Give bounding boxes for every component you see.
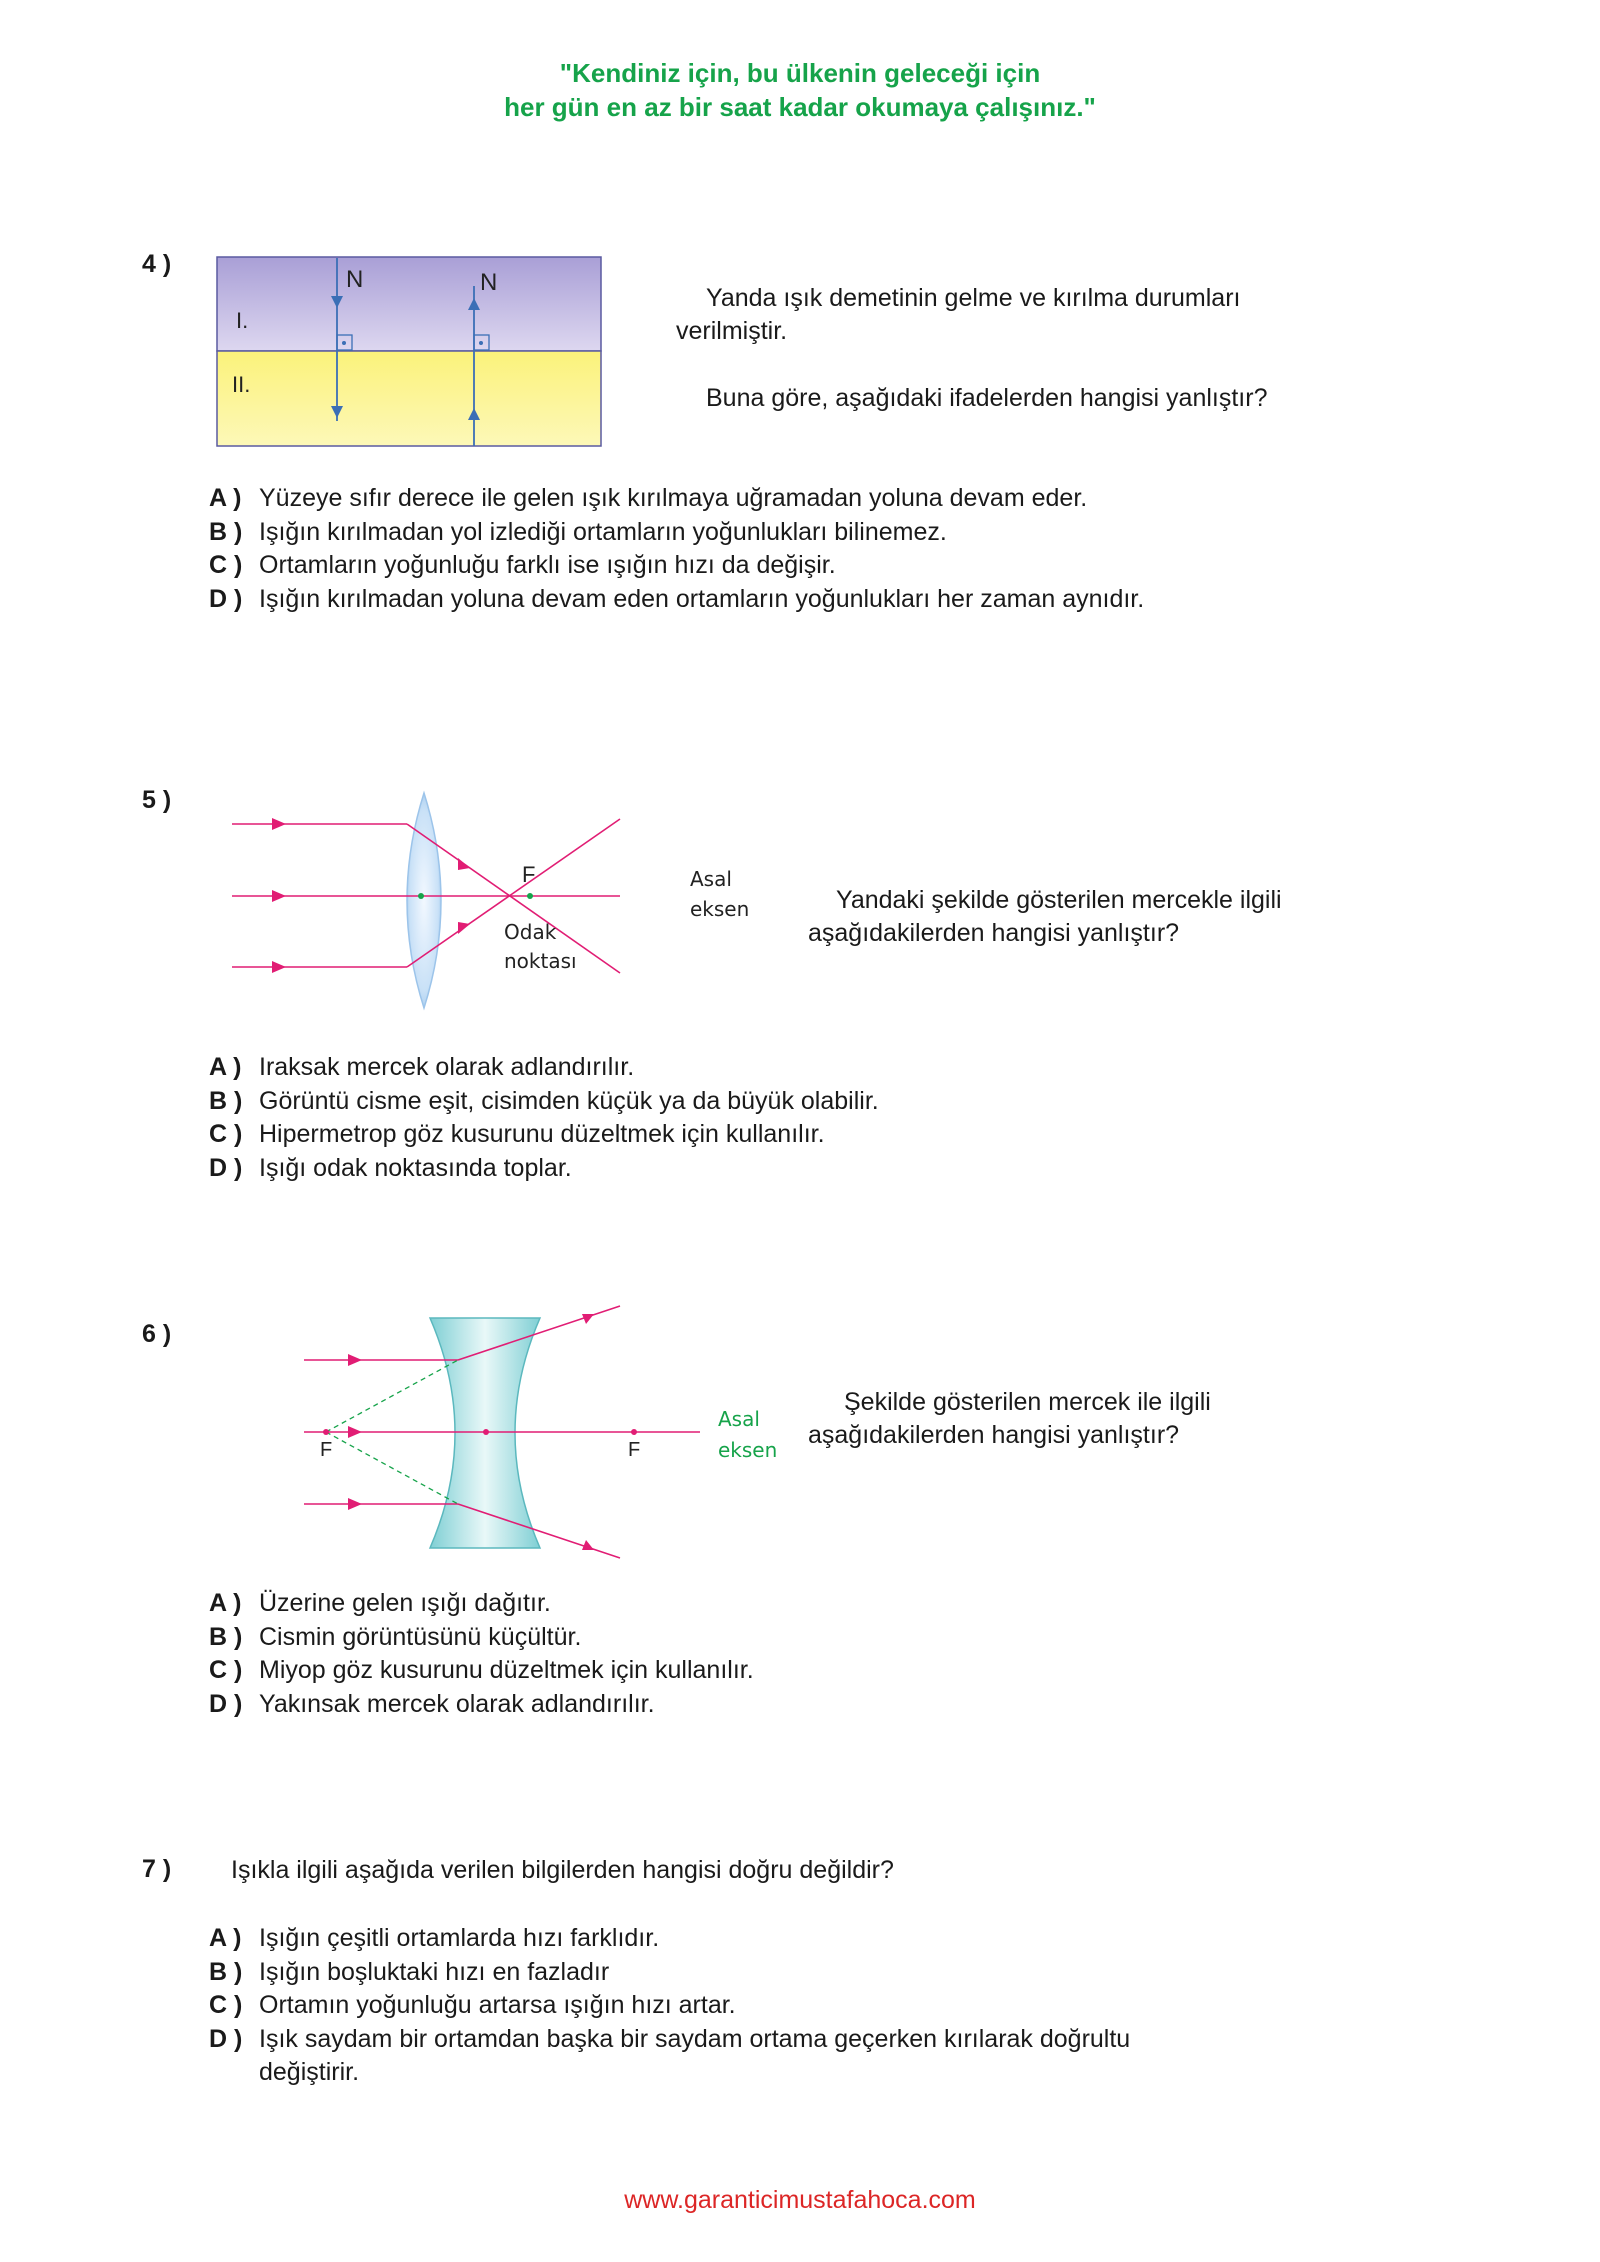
axis-label-2: eksen: [690, 897, 750, 921]
option-c[interactable]: C ) Ortamın yoğunluğu artarsa ışığın hızı artar.: [209, 1991, 736, 2019]
focus-description-1: Odak: [504, 920, 557, 944]
option-c[interactable]: C ) Miyop göz kusurunu düzeltmek için kullanılır.: [209, 1656, 754, 1684]
question-6-stem-line-2: aşağıdakilerden hangisi yanlıştır?: [808, 1421, 1180, 1449]
question-5-stem-line-1: Yandaki şekilde gösterilen mercekle ilgili: [836, 886, 1282, 914]
motto-line-1: "Kendiniz için, bu ülkenin geleceği için: [559, 58, 1041, 88]
option-d-continuation: değiştirir.: [259, 2058, 360, 2086]
option-a[interactable]: A ) Üzerine gelen ışığı dağıtır.: [209, 1589, 551, 1617]
question-5-stem-line-2: aşağıdakilerden hangisi yanlıştır?: [808, 919, 1180, 947]
refraction-figure: [216, 256, 602, 448]
focal-point-left: [323, 1429, 329, 1435]
focus-label: F: [522, 862, 536, 887]
question-6-options: [209, 1587, 754, 1721]
question-5-options: [209, 1051, 879, 1185]
concave-lens-figure: [290, 1298, 810, 1568]
medium-2-region: [217, 351, 601, 446]
footer-url[interactable]: www.garanticimustafahoca.com: [624, 2186, 976, 2214]
axis-label-1: Asal: [718, 1407, 760, 1431]
axis-label-1: Asal: [690, 867, 732, 891]
option-d[interactable]: D ) Işık saydam bir ortamdan başka bir saydam ortama geçerken kırılarak doğrultu: [209, 2024, 1131, 2053]
motto-line-2: her gün en az bir saat kadar okumaya çalışınız.": [504, 92, 1096, 122]
option-b[interactable]: B ) Görüntü cisme eşit, cisimden küçük ya da büyük olabilir.: [209, 1086, 879, 1115]
question-4-stem-line-2: verilmiştir.: [676, 317, 788, 345]
option-c[interactable]: C ) Ortamların yoğunluğu farklı ise ışığın hızı da değişir.: [209, 551, 836, 579]
axis-label-2: eksen: [718, 1438, 778, 1462]
focus-left-label: F: [320, 1439, 333, 1461]
option-c[interactable]: C ) Hipermetrop göz kusurunu düzeltmek için kullanılır.: [209, 1120, 825, 1148]
medium-2-label: II.: [232, 372, 251, 397]
option-d[interactable]: D ) Işığın kırılmadan yoluna devam eden ortamların yoğunlukları her zaman aynıdır.: [209, 584, 1145, 613]
question-7-number: 7 ): [142, 1855, 172, 1883]
option-d[interactable]: D ) Yakınsak mercek olarak adlandırılır.: [209, 1689, 655, 1718]
focal-point: [527, 893, 533, 899]
question-6-stem-line-1: Şekilde gösterilen mercek ile ilgili: [844, 1388, 1211, 1416]
option-a[interactable]: A ) Yüzeye sıfır derece ile gelen ışık kırılmaya uğramadan yoluna devam eder.: [209, 484, 1088, 512]
question-4-options: [209, 482, 1144, 616]
question-7-options: [209, 1922, 1130, 2090]
convex-lens-figure: [220, 786, 780, 1016]
option-a[interactable]: A ) Iraksak mercek olarak adlandırılır.: [209, 1053, 635, 1081]
normal-label-left: N: [346, 266, 364, 293]
option-b[interactable]: B ) Işığın kırılmadan yol izlediği ortamların yoğunlukları bilinemez.: [209, 517, 947, 546]
question-4-number: 4 ): [142, 250, 172, 278]
medium-1-region: [217, 257, 601, 351]
normal-label-right: N: [480, 269, 498, 296]
option-b[interactable]: B ) Cismin görüntüsünü küçültür.: [209, 1622, 582, 1651]
focal-point-right: [631, 1429, 637, 1435]
question-4-stem-line-3: Buna göre, aşağıdaki ifadelerden hangisi yanlıştır?: [706, 384, 1268, 412]
question-6-number: 6 ): [142, 1320, 172, 1348]
option-b[interactable]: B ) Işığın boşluktaki hızı en fazladır: [209, 1957, 610, 1986]
question-5-number: 5 ): [142, 786, 172, 814]
convex-lens: [407, 793, 441, 1008]
option-a[interactable]: A ) Işığın çeşitli ortamlarda hızı farklıdır.: [209, 1924, 660, 1952]
medium-1-label: I.: [236, 308, 249, 333]
question-4-stem-line-1: Yanda ışık demetinin gelme ve kırılma durumları: [706, 284, 1241, 312]
option-d[interactable]: D ) Işığı odak noktasında toplar.: [209, 1153, 572, 1182]
question-7-stem: Işıkla ilgili aşağıda verilen bilgilerden hangisi doğru değildir?: [231, 1856, 894, 1884]
focus-right-label: F: [628, 1439, 641, 1461]
focus-description-2: noktası: [504, 949, 577, 973]
